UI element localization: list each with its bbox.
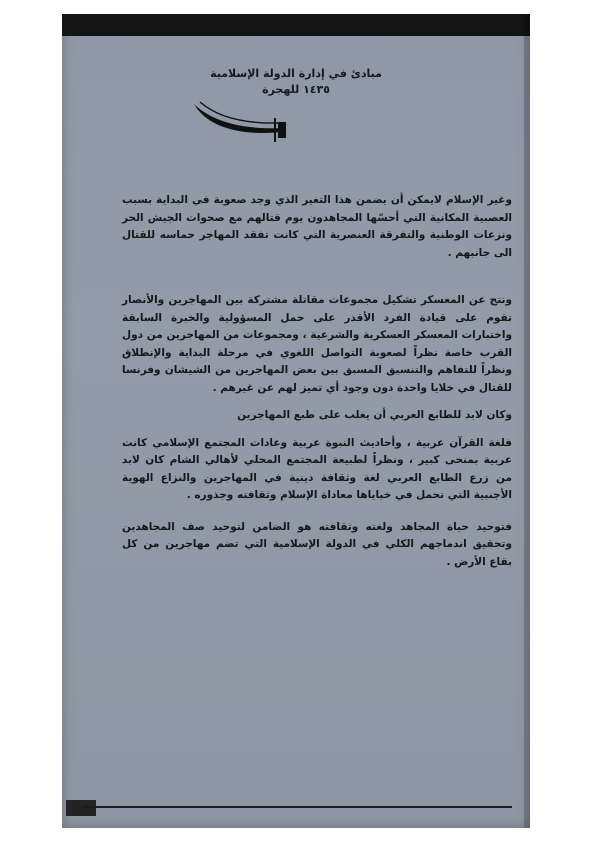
paragraph: وغير الإسلام لايمكن أن يضمن هذا التغير الذي وجد صعوبة في البداية بسبب العصبية المكانية التي أحسّها المجاهدون يوم قتالهم مع صحوات الجيش الحر ونزعات الوطنية والتفرقة العنصرية التي كانت تفقد المهاجر حماسه للقتال الى جانبهم . — [122, 194, 512, 259]
scan-edge-shadow — [524, 14, 530, 828]
document-body — [122, 192, 512, 571]
sword-icon — [190, 98, 290, 142]
document-title: مبادئ في إدارة الدولة الإسلامية — [210, 67, 382, 80]
footer-mark — [66, 800, 96, 816]
document-header — [62, 66, 530, 98]
paragraph: وكان لابد للطابع العربي أن يغلب على طبع المهاجرين — [237, 409, 512, 421]
paragraph: ونتج عن المعسكر تشكيل مجموعات مقاتلة مشتركة بين المهاجرين والأنصار تقوم على قيادة الفرد الأقدر على حمل المسؤولية والخبرة السابقة واختبارات المعسكر العسكرية والشرعية ، ومجموعات من المهاجرين من دول القرب خاصة نظراً لصعوبة التواصل اللغوي في مرحلة البداية والإنطلاق ونظراً للتفاهم والتنسيق المسبق بين بعض المهاجرين من الشيشان وفرنسا للقتال في خلايا واحدة دون وجود أي تميز لهم عن غيرهم . — [122, 294, 512, 394]
document-year: ١٤٣٥ للهجرة — [262, 83, 330, 96]
paragraph: فتوحيد حياة المجاهد ولغته وثقافته هو الضامن لتوحيد صف المجاهدين وتحقيق اندماجهم الكلي في الدولة الإسلامية التي تضم مهاجرين من كل بقاع الأرض . — [122, 520, 512, 568]
paragraph: فلغة القرآن عربية ، وأحاديث النبوة عربية وعادات المجتمع الإسلامي كانت عربية بمنحى كبير ، ونظراً لطبيعة المجتمع المحلي لأهالي الشام كان لابد من زرع الطابع العربي لغة وثقافة دينية في المهاجرين والنزاع الهوية الأجنبية التي تحمل في خباياها معاداة الإسلام وثقافته وجذوره . — [122, 436, 512, 501]
scan-top-border — [62, 14, 530, 36]
footer-rule — [82, 806, 512, 808]
scanned-page — [62, 14, 530, 828]
